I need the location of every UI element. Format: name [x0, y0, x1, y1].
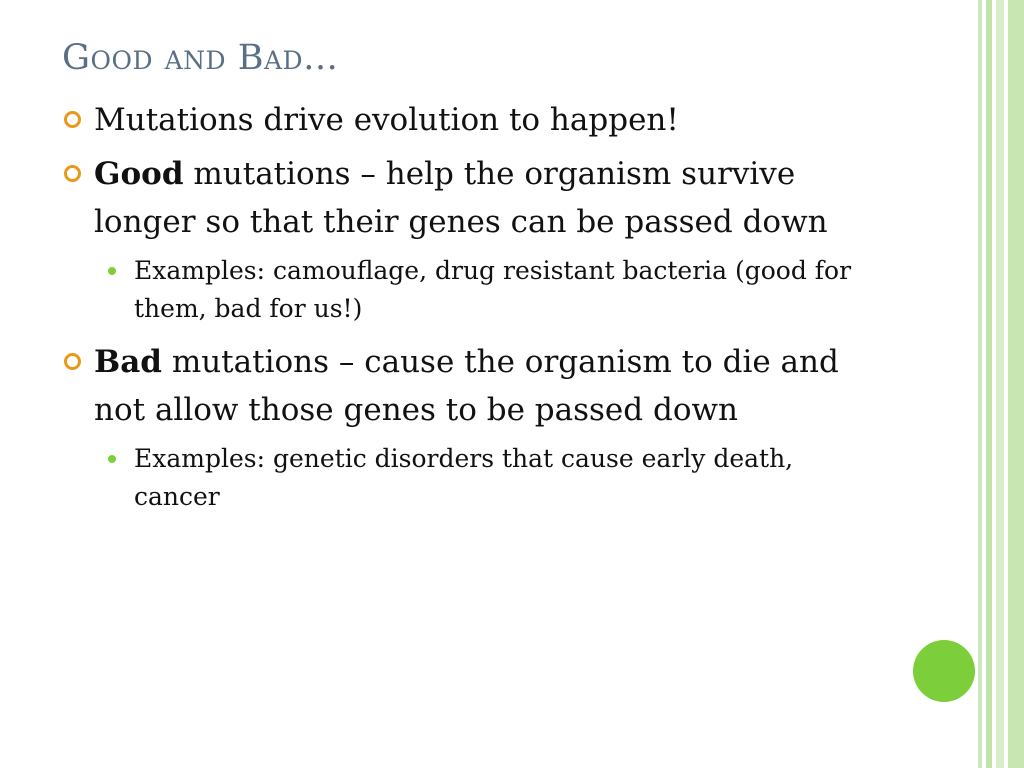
green-dot-bullet-icon: [108, 267, 116, 275]
slide-body: [62, 96, 882, 526]
green-circle-decoration: [913, 640, 975, 702]
bullet-item: [62, 96, 882, 144]
orange-ring-bullet-icon: [64, 165, 81, 182]
slide-title: Good and Bad…: [62, 38, 339, 78]
orange-ring-bullet-icon: [64, 353, 81, 370]
sub-bullet-item: [62, 440, 882, 516]
bullet-text: Mutations drive evolution to happen!: [94, 102, 679, 138]
green-dot-bullet-icon: [108, 455, 116, 463]
sub-bullet-item: [62, 252, 882, 328]
bullet-bold-term: Bad: [94, 344, 162, 380]
bullet-item: [62, 150, 882, 246]
orange-ring-bullet-icon: [64, 111, 81, 128]
bullet-text: mutations – help the organism survive longer so that their genes can be passed down: [94, 156, 828, 240]
decorative-stripe: [996, 0, 1004, 768]
decorative-stripe: [978, 0, 982, 768]
bullet-bold-term: Good: [94, 156, 184, 192]
decorative-stripe: [1008, 0, 1024, 768]
bullet-item: [62, 338, 882, 434]
bullet-text: mutations – cause the organism to die and not allow those genes to be passed down: [94, 344, 839, 428]
sub-bullet-text: Examples: genetic disorders that cause early death, cancer: [134, 444, 794, 511]
decorative-stripe: [986, 0, 992, 768]
sub-bullet-text: Examples: camouflage, drug resistant bacteria (good for them, bad for us!): [134, 256, 852, 323]
